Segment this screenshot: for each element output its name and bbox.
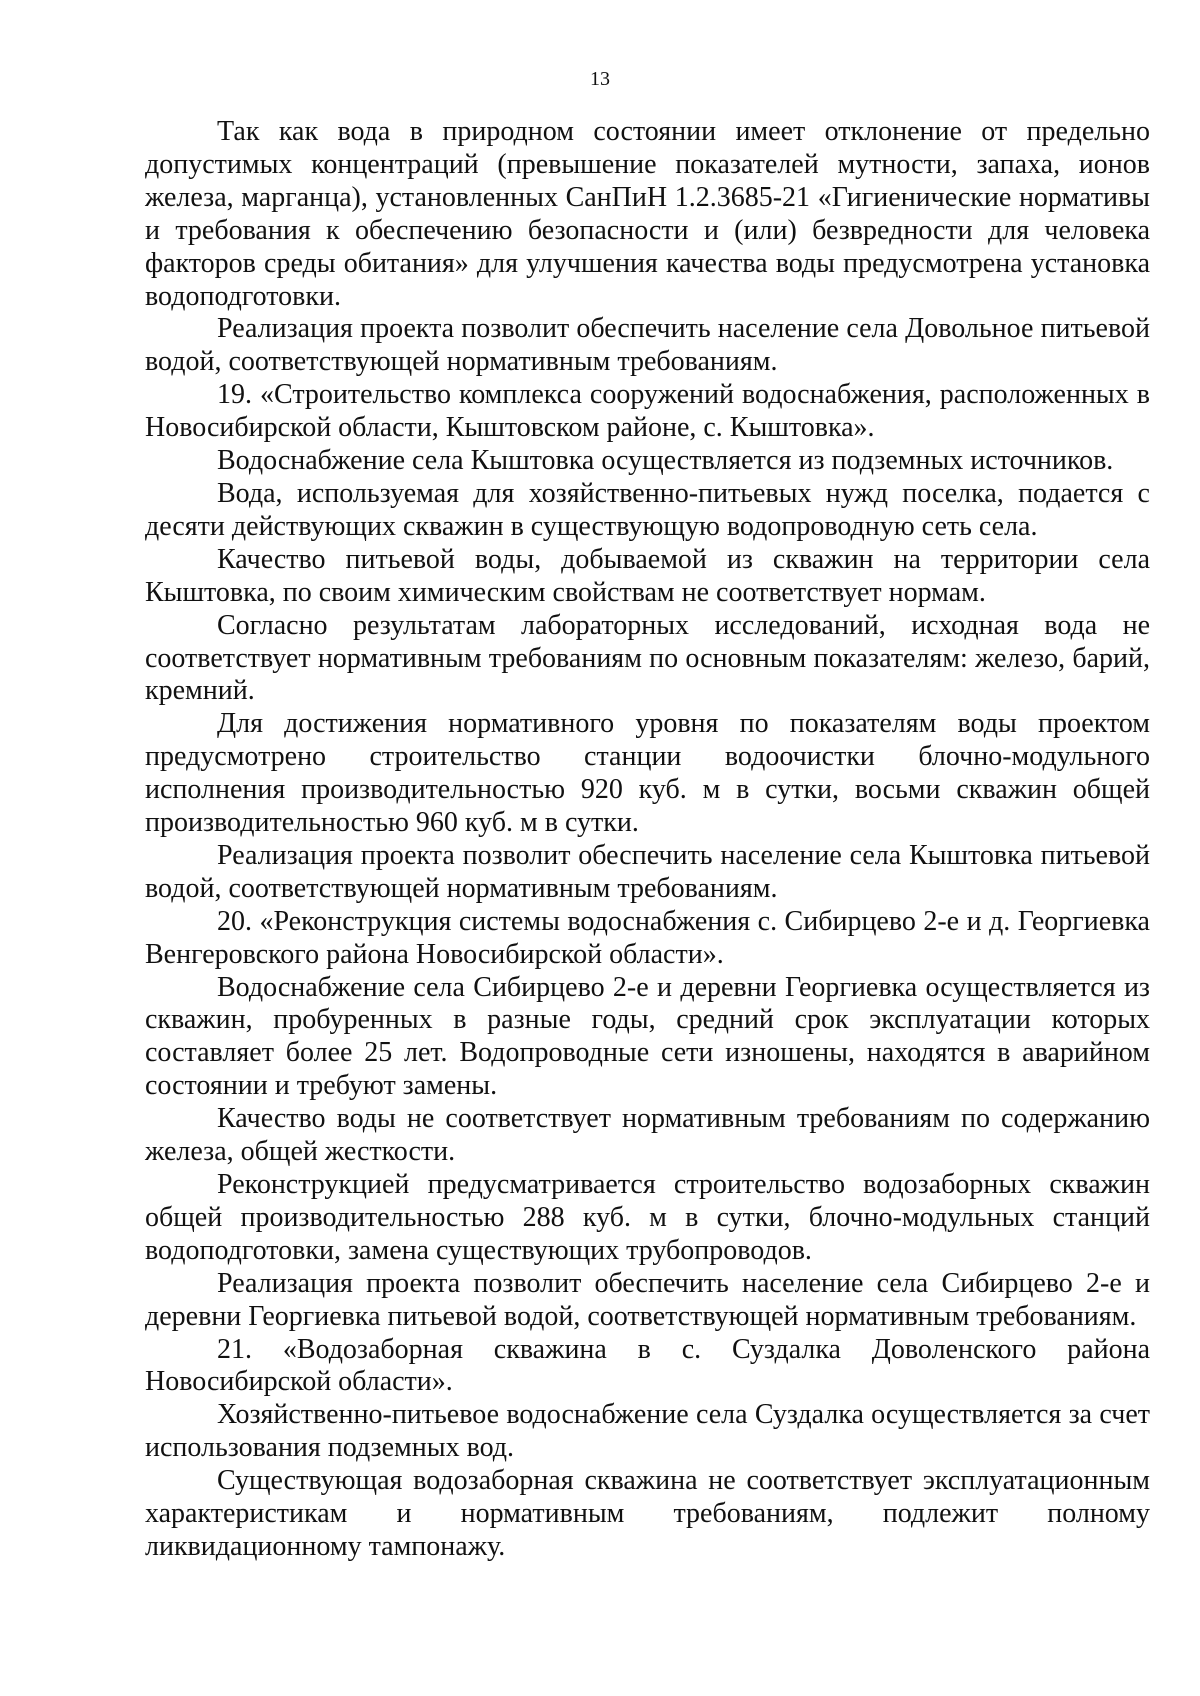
paragraph-kyshtovka-supply: Водоснабжение села Кыштовка осуществляется из подземных источников. — [217, 445, 1114, 477]
paragraph-suzdalka-well: Существующая водозаборная скважина не соответствует эксплуатационным характеристикам и нормативным требованиям, подлежит полному ликвидационному тампонажу. — [145, 1465, 1150, 1562]
paragraph-sibirtsevo-result: Реализация проекта позволит обеспечить население села Сибирцево 2-е и деревни Георгиевка питьевой водой, соответствующей нормативным требованиям. — [145, 1267, 1150, 1332]
paragraph-kyshtovka-quality: Качество питьевой воды, добываемой из скважин на территории села Кыштовка, по своим химическим свойствам не соответствует нормам. — [145, 543, 1150, 608]
paragraph-dovolnoe-result: Реализация проекта позволит обеспечить население села Довольное питьевой водой, соответствующей нормативным требованиям. — [145, 313, 1150, 378]
paragraph-kyshtovka-wells: Вода, используемая для хозяйственно-питьевых нужд поселка, подается с десяти действующих скважин в существующую водопроводную сеть села. — [145, 477, 1150, 542]
paragraph-kyshtovka-result: Реализация проекта позволит обеспечить население села Кыштовка питьевой водой, соответствующей нормативным требованиям. — [145, 839, 1150, 904]
paragraph-suzdalka-supply: Хозяйственно-питьевое водоснабжение села Суздалка осуществляется за счет использования подземных вод. — [145, 1399, 1150, 1464]
page-number: 13 — [590, 68, 610, 90]
paragraph-lab-results: Согласно результатам лабораторных исследований, исходная вода не соответствует нормативным требованиям по основным показателям: железо, барий, кремний. — [145, 609, 1150, 707]
paragraph-project-21-title: 21. «Водозаборная скважина в с. Суздалка Доволенского района Новосибирской области». — [145, 1333, 1150, 1398]
paragraph-sibirtsevo-supply: Водоснабжение села Сибирцево 2-е и деревни Георгиевка осуществляется из скважин, пробуренных в разные годы, средний срок эксплуатации которых составляет более 25 лет. Водопроводные сети изношены, находятся в аварийном состоянии и требуют замены. — [145, 971, 1150, 1102]
document-body — [145, 116, 1150, 1564]
paragraph-project-20-title: 20. «Реконструкция системы водоснабжения с. Сибирцево 2-е и д. Георгиевка Венгеровского района Новосибирской области». — [145, 905, 1150, 970]
paragraph-project-19-title: 19. «Строительство комплекса сооружений водоснабжения, расположенных в Новосибирской области, Кыштовском районе, с. Кыштовка». — [145, 379, 1150, 444]
paragraph-water-deviation: Так как вода в природном состоянии имеет отклонение от предельно допустимых концентраций (превышение показателей мутности, запаха, ионов железа, марганца), установленных СанПиН 1.2.3685-21 «Гигиенические нормативы и требования к обеспечению безопасности и (или) безвредности для человека факторов среды обитания» для улучшения качества воды предусмотрена установка водоподготовки. — [145, 116, 1150, 312]
paragraph-sibirtsevo-quality: Качество воды не соответствует нормативным требованиям по содержанию железа, общей жесткости. — [145, 1103, 1150, 1168]
paragraph-sibirtsevo-project: Реконструкцией предусматривается строительство водозаборных скважин общей производительностью 288 куб. м в сутки, блочно-модульных станций водоподготовки, замена существующих трубопроводов. — [145, 1169, 1150, 1266]
paragraph-kyshtovka-project: Для достижения нормативного уровня по показателям воды проектом предусмотрено строительство станции водоочистки блочно-модульного исполнения производительностью 920 куб. м в сутки, восьми скважин общей производительностью 960 куб. м в сутки. — [145, 708, 1150, 839]
